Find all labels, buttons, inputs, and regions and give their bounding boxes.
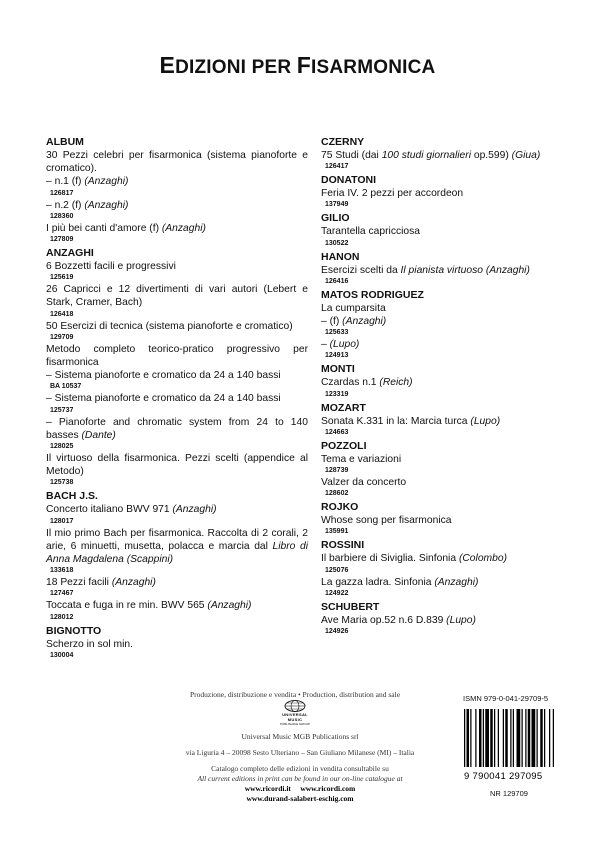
barcode-digits: 9 790041 297095	[464, 771, 543, 782]
catalog-code: 125737	[50, 406, 74, 414]
catalog-code: 128012	[50, 613, 74, 621]
catalog-code: 127809	[50, 236, 74, 244]
barcode-bar	[494, 709, 495, 767]
catalog-entry-title	[321, 552, 561, 565]
catalog-code: 123319	[325, 390, 349, 398]
barcode-bar	[479, 709, 482, 767]
catalog-entry-title	[321, 338, 561, 351]
entry-text-part: – n.1 (f)	[46, 176, 85, 188]
catalog-code: 124922	[325, 589, 349, 597]
catalog-entry-title	[46, 392, 308, 405]
entry-text-part: Il mio primo Bach per fisarmonica. Raccolta di 2 corali, 2 arie, 6 minuetti, musetta, polacca e marcia dal	[46, 527, 308, 552]
publisher-logo: UNIVERSAL MUSIC PUBLISHING GROUP	[275, 700, 315, 726]
barcode-bar	[549, 709, 550, 767]
catalog-entry-title	[46, 638, 308, 651]
composer-section	[46, 625, 308, 660]
entry-text-part: Valzer da concerto	[321, 477, 407, 489]
catalog-entry-title	[321, 225, 561, 238]
catalog-entry-title	[321, 149, 561, 162]
barcode-bar	[505, 709, 508, 767]
composer-section	[321, 212, 561, 247]
composer-section	[321, 601, 561, 636]
catalog-entry-title	[46, 175, 308, 188]
catalog-entry-title	[321, 302, 561, 315]
entry-text-part: Feria IV. 2 pezzi per accordeon	[321, 188, 464, 200]
catalog-note-it: Catalogo completo delle edizioni in vendita consultabile su	[211, 764, 389, 773]
entry-arranger: (Lupo)	[470, 415, 501, 427]
catalog-entry-title	[321, 476, 561, 489]
entry-text-part: Sonata K.331 in la: Marcia turca	[321, 415, 471, 427]
production-line: Produzione, distribuzione e vendita • Production, distribution and sale	[189, 690, 401, 699]
composer-heading: ROSSINI	[321, 539, 365, 552]
entry-text-part: – Sistema pianoforte e cromatico da 24 a 140 bassi	[46, 393, 281, 405]
entry-text-part: Il virtuoso della fisarmonica. Pezzi scelti (appendice al Metodo)	[46, 453, 308, 478]
entry-text-part: 30 Pezzi celebri per fisarmonica (sistema pianoforte e cromatico).	[46, 150, 308, 175]
barcode-bar	[485, 709, 489, 767]
composer-heading: HANON	[321, 250, 360, 263]
entry-text-part: Toccata e fuga in re min. BWV 565	[46, 600, 208, 612]
entry-text-part: 26 Capricci e 12 divertimenti di vari autori (Lebert e Stark, Cramer, Bach)	[46, 284, 308, 309]
catalog-entry-title	[46, 222, 308, 235]
catalog-code: BA 10537	[50, 383, 82, 391]
catalog-code: 128360	[50, 212, 74, 220]
composer-section	[321, 501, 561, 536]
composer-section	[321, 174, 561, 209]
catalog-entry-title	[46, 283, 308, 309]
composer-section	[321, 363, 561, 398]
catalog-entry-title	[321, 264, 561, 277]
catalog-entry-title	[46, 416, 308, 442]
entry-text-part: –	[321, 339, 330, 351]
entry-text-part: I più bei canti d'amore (f)	[46, 222, 162, 234]
catalog-note-en: All current editions in print can be found in our on-line catalogue at	[197, 774, 403, 783]
catalog-code: 135991	[325, 528, 349, 536]
catalog-entry-title	[46, 199, 308, 212]
barcode-bar	[483, 709, 484, 767]
catalog-entry-title	[321, 376, 561, 389]
catalog-entry-title	[321, 315, 561, 328]
entry-text-part: Metodo completo teorico-pratico progressivo per fisarmonica	[46, 343, 308, 369]
barcode-bar	[498, 709, 499, 767]
composer-heading: BIGNOTTO	[46, 624, 102, 637]
barcode-bar	[503, 709, 504, 767]
catalog-code: 128025	[50, 443, 74, 451]
composer-heading: GILIO	[321, 212, 350, 225]
barcode-bar	[470, 709, 471, 767]
catalog-entry-title	[46, 260, 308, 273]
catalog-code: 128739	[325, 467, 349, 475]
entry-text-part: Concerto italiano BWV 971	[46, 504, 173, 516]
composer-section	[321, 440, 561, 498]
entry-text-part: 50 Esercizi di tecnica (sistema pianoforte e cromatico)	[46, 320, 293, 332]
catalog-entry-title	[321, 576, 561, 589]
entry-arranger: (Colombo)	[458, 553, 508, 565]
catalog-entry-title	[321, 453, 561, 466]
barcode-bar	[528, 709, 531, 767]
entry-arranger: Libro di Anna Magdalena (Scappini)	[46, 540, 308, 566]
entry-arranger: Il pianista virtuoso (Anzaghi)	[400, 264, 530, 276]
catalog-entry-title	[46, 320, 308, 333]
catalog-code: 124926	[325, 628, 349, 636]
catalog-entry-title	[46, 369, 308, 382]
catalog-code: 128017	[50, 517, 74, 525]
catalog-code: 129709	[50, 333, 74, 341]
entry-text-part: – n.2 (f)	[46, 199, 85, 211]
composer-section	[321, 251, 561, 286]
catalog-code: 124913	[325, 352, 349, 360]
barcode-bar	[475, 709, 476, 767]
catalog-code: 137949	[325, 201, 349, 209]
composer-heading: ROJKO	[321, 501, 359, 514]
composer-heading: MATOS RODRIGUEZ	[321, 288, 424, 301]
entry-text-part: – (f)	[321, 316, 343, 328]
website-link-durand[interactable]: www.durand-salabert-eschig.com	[246, 794, 354, 803]
barcode-bar	[525, 709, 526, 767]
entry-arranger: (Anzaghi)	[342, 316, 387, 328]
entry-arranger: (Dante)	[81, 429, 116, 441]
catalog-code: 126416	[325, 277, 349, 285]
entry-text-part: op.599)	[470, 150, 512, 161]
ismn-code: ISMN 979-0-041-29709-5	[463, 694, 549, 703]
catalog-entry-title	[46, 576, 308, 589]
barcode-bar	[540, 709, 543, 767]
composer-section	[321, 289, 561, 361]
entry-arranger: (Lupo)	[329, 339, 360, 351]
company-address: via Liguria 4 – 20098 Sesto Ulteriano – San Giuliano Milanese (MI) – Italia	[185, 748, 415, 757]
globe-icon	[284, 700, 306, 712]
entry-text-part: 6 Bozzetti facili e progressivi	[46, 261, 176, 273]
barcode-bar	[532, 709, 536, 767]
composer-section	[321, 402, 561, 437]
catalog-entry-title	[321, 415, 561, 428]
entry-arranger: (Anzaghi)	[84, 199, 129, 211]
entry-arranger: (Anzaghi)	[434, 576, 479, 588]
catalog-code: 126817	[50, 189, 74, 197]
catalog-code: 128602	[325, 490, 349, 498]
entry-arranger: (Anzaghi)	[207, 600, 252, 612]
entry-text-part: – Sistema pianoforte e cromatico da 24 a 140 bassi	[46, 370, 281, 382]
catalog-entry-title	[321, 187, 561, 200]
barcode-bar	[510, 709, 511, 767]
catalog-entry-title	[321, 514, 561, 527]
entry-text-part: Ave Maria op.52 n.6 D.839	[321, 614, 447, 626]
entry-text-part: Il barbiere di Siviglia. Sinfonia	[321, 553, 459, 565]
catalog-code: 130522	[325, 239, 349, 247]
composer-section	[321, 136, 561, 171]
publisher-info	[150, 732, 450, 804]
catalog-column-right	[321, 136, 561, 637]
entry-text-part: 75 Studi (dai	[321, 150, 382, 161]
catalog-entry-title	[46, 599, 308, 612]
catalog-entry-title	[46, 452, 308, 478]
catalog-code: 130004	[50, 651, 74, 659]
entry-arranger: (Anzaghi)	[84, 176, 129, 188]
catalog-column-left	[46, 136, 308, 661]
entry-text-part: Tarantella capricciosa	[321, 226, 421, 238]
catalog-code: 126418	[50, 310, 74, 318]
composer-heading: ANZAGHI	[46, 247, 94, 260]
catalog-entry-title	[46, 343, 308, 369]
composer-section	[46, 490, 308, 621]
barcode	[460, 707, 590, 782]
nr-code: NR 129709	[490, 789, 528, 798]
barcode-bar	[517, 709, 521, 767]
catalog-entry-title	[46, 527, 308, 567]
composer-heading: BACH J.S.	[46, 490, 98, 503]
entry-text-part: 18 Pezzi facili	[46, 577, 112, 589]
entry-arranger: (Lupo)	[446, 614, 476, 626]
entry-text-part: – Pianoforte and chromatic system from 24 to 140 basses	[46, 416, 308, 441]
catalog-code: 125076	[325, 566, 349, 574]
entry-arranger: (Anzaghi)	[111, 577, 156, 589]
catalog-code: 125633	[325, 329, 349, 337]
barcode-bar	[464, 709, 465, 767]
composer-section	[46, 136, 308, 244]
barcode-bar	[544, 709, 545, 767]
catalog-code: 124663	[325, 428, 349, 436]
composer-heading: MONTI	[321, 363, 355, 376]
entry-text-part: Scherzo in sol min.	[46, 638, 133, 650]
entry-arranger: (Reich)	[379, 377, 413, 389]
composer-section	[321, 539, 561, 597]
catalog-code: 133618	[50, 567, 74, 575]
entry-arranger: (Anzaghi)	[172, 504, 217, 516]
entry-text-part: Tema e variazioni	[321, 453, 402, 465]
barcode-bar	[490, 709, 493, 767]
entry-arranger: 100 studi giornalieri	[381, 150, 471, 161]
company-name: Universal Music MGB Publications srl	[241, 732, 359, 741]
barcode-bar	[513, 709, 514, 767]
website-link-ricordi-com[interactable]: www.ricordi.com	[300, 784, 356, 793]
entry-arranger: (Giua)	[511, 150, 541, 161]
entry-arranger: (Anzaghi)	[161, 222, 206, 234]
catalog-entry-title	[321, 614, 561, 627]
catalog-code: 125619	[50, 274, 74, 282]
catalog-code: 127467	[50, 590, 74, 598]
entry-text-part: Esercizi scelti da	[321, 264, 401, 276]
composer-section	[46, 247, 308, 487]
entry-text-part: Czardas n.1	[321, 377, 380, 389]
composer-heading: POZZOLI	[321, 439, 367, 452]
barcode-bar	[522, 709, 523, 767]
page-title: EDIZIONI PER FISARMONICA	[159, 52, 436, 78]
entry-text-part: Whose song per fisarmonica	[321, 515, 452, 527]
barcode-bar	[537, 709, 538, 767]
entry-text-part: La cumparsita	[321, 302, 386, 314]
catalog-entry-title	[46, 149, 308, 175]
catalog-code: 126417	[325, 163, 349, 171]
catalog-code: 125738	[50, 479, 74, 487]
entry-text-part: La gazza ladra. Sinfonia	[321, 576, 435, 588]
website-link-ricordi-it[interactable]: www.ricordi.it	[244, 784, 291, 793]
composer-heading: CZERNY	[321, 136, 365, 148]
composer-heading: MOZART	[321, 401, 366, 414]
barcode-bar	[553, 709, 554, 767]
composer-heading: SCHUBERT	[321, 600, 380, 613]
catalog-entry-title	[46, 503, 308, 516]
barcode-bar	[467, 709, 470, 767]
composer-heading: ALBUM	[46, 136, 84, 148]
composer-heading: DONATONI	[321, 174, 377, 187]
